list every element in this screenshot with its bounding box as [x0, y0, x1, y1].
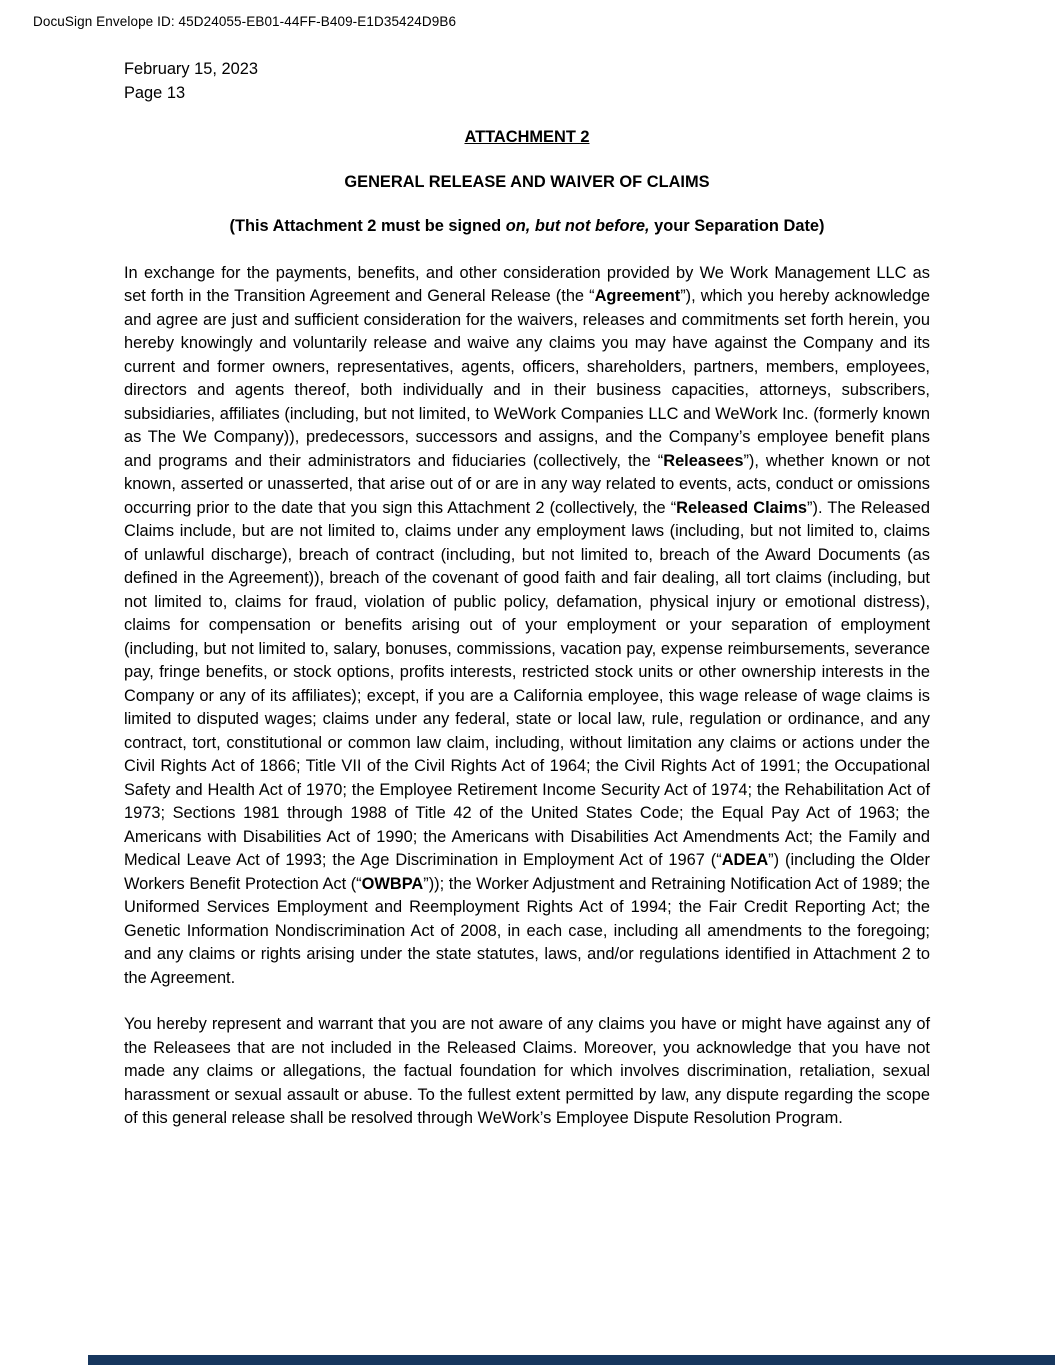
document-date: February 15, 2023	[124, 60, 258, 78]
document-subtitle: GENERAL RELEASE AND WAIVER OF CLAIMS	[344, 172, 710, 191]
representation-paragraph: You hereby represent and warrant that you are not aware of any claims you have or might have against any of the Releasees that are not included in the Released Claims. Moreover, you acknowledge that you have not made any claims or allegations, the factual foundation for which involves discrimination, retaliation, sexual harassment or sexual assault or abuse. To the fullest extent permitted by law, any dispute regarding the scope of this general release shall be resolved through WeWork’s Employee Dispute Resolution Program.	[124, 1015, 930, 1127]
signing-note: (This Attachment 2 must be signed on, but not before, your Separation Date)	[229, 217, 825, 235]
page-number: Page 13	[124, 83, 186, 102]
docusign-envelope-id: DocuSign Envelope ID: 45D24055-EB01-44FF-B409-E1D35424D9B6	[33, 14, 457, 29]
attachment-title: ATTACHMENT 2	[464, 128, 590, 146]
document-content	[124, 58, 930, 1131]
document-header	[124, 58, 930, 105]
release-and-waiver-paragraph: In exchange for the payments, benefits, and other consideration provided by We Work Management LLC as set forth in the Transition Agreement and General Release (the “Agreement”), which you hereby acknowledge and agree are just and sufficient consideration for the waivers, releases and commitments set forth herein, you hereby knowingly and voluntarily release and waive any claims you may have against the Company and its current and former owners, representatives, agents, officers, shareholders, partners, members, employees, directors and agents thereof, both individually and in their business capacities, attorneys, subscribers, subsidiaries, affiliates (including, but not limited, to WeWork Companies LLC and WeWork Inc. (formerly known as The We Company)), predecessors, successors and assigns, and the Company’s employee benefit plans and programs and their administrators and fiduciaries (collectively, the “Releasees”), whether known or not known, asserted or unasserted, that arise out of or are in any way related to events, acts, conduct or omissions occurring prior to the date that you sign this Attachment 2 (collectively, the “Released Claims”). The Released Claims include, but are not limited to, claims under any employment laws (including, but not limited to, claims of unlawful discharge), breach of contract (including, but not limited to, breach of the Award Documents (as defined in the Agreement)), breach of the covenant of good faith and fair dealing, all tort claims (including, but not limited to, claims for fraud, violation of public policy, defamation, physical injury or emotional distress), claims for compensation or benefits arising out of your employment or your separation of employment (including, but not limited to, salary, bonuses, commissions, vacation pay, expense reimbursements, severance pay, fringe benefits, or stock options, profits interests, restricted stock units or other ownership interests in the Company or any of its affiliates); except, if you are a California employee, this wage release of wage claims is limited to disputed wages; claims under any federal, state or local law, rule, regulation or ordinance, and any contract, tort, constitutional or common law claim, including, without limitation any claims or actions under the Civil Rights Act of 1866; Title VII of the Civil Rights Act of 1964; the Civil Rights Act of 1991; the Occupational Safety and Health Act of 1970; the Employee Retirement Income Security Act of 1974; the Rehabilitation Act of 1973; Sections 1981 through 1988 of Title 42 of the United States Code; the Equal Pay Act of 1963; the Americans with Disabilities Act of 1990; the Americans with Disabilities Act Amendments Act; the Family and Medical Leave Act of 1993; the Age Discrimination in Employment Act of 1967 (“ADEA”) (including the Older Workers Benefit Protection Act (“OWBPA”)); the Worker Adjustment and Retraining Notification Act of 1989; the Uniformed Services Employment and Reemployment Rights Act of 1994; the Fair Credit Reporting Act; the Genetic Information Nondiscrimination Act of 2008, in each case, including all amendments to the foregoing; and any claims or rights arising under the state statutes, laws, and/or regulations identified in Attachment 2 to the Agreement.	[124, 263, 931, 987]
footer-bar	[88, 1355, 1055, 1365]
